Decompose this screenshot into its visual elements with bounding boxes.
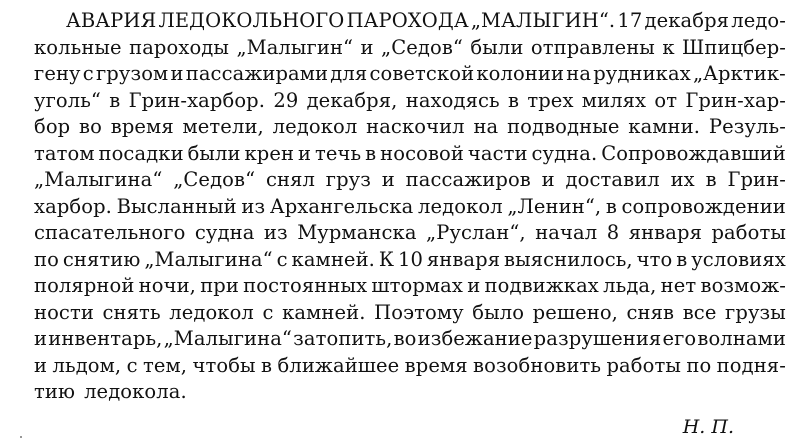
print-speck: [20, 436, 22, 438]
word: снять: [102, 300, 161, 324]
word: отправлены: [530, 35, 655, 59]
article-text: [34, 8, 786, 406]
word: и: [381, 168, 395, 191]
text-line: [34, 220, 786, 247]
word: и: [34, 327, 48, 350]
word: на: [566, 62, 592, 85]
word: ности: [34, 300, 94, 324]
word: харбор.: [34, 194, 112, 218]
word: инвентарь,: [48, 327, 163, 350]
word: части: [467, 141, 528, 165]
word: советской: [369, 62, 475, 85]
word: условиях: [691, 247, 786, 271]
word: носовой: [380, 141, 464, 165]
word: бор: [34, 115, 71, 138]
word: января: [628, 221, 702, 244]
word: полярной: [34, 274, 135, 297]
word: грузы: [725, 300, 786, 324]
word: штормах: [371, 274, 464, 297]
text-line: [34, 35, 786, 62]
text-line: [34, 273, 786, 300]
word: Шпицбер-: [682, 35, 786, 59]
word: течь: [315, 141, 362, 165]
word: для: [330, 62, 368, 85]
word: с: [126, 353, 138, 377]
text-line: [34, 141, 786, 168]
word: возмож-: [700, 274, 786, 297]
word: от: [654, 88, 678, 112]
word: льда,: [603, 274, 657, 297]
text-line: [34, 326, 786, 353]
text-line: [34, 88, 786, 115]
word: декабря,: [306, 88, 398, 112]
word: ледокол: [418, 194, 503, 218]
word: доставил: [565, 168, 660, 191]
word: время: [404, 353, 468, 377]
word: решено,: [532, 300, 618, 324]
word: находясь: [405, 88, 500, 112]
word: в: [676, 247, 688, 271]
word: камней.: [291, 247, 375, 271]
word: Грин-харбор.: [128, 88, 266, 112]
word: тем,: [142, 353, 188, 377]
word: ближайшее: [277, 353, 400, 377]
word: и: [298, 141, 312, 165]
word: с: [262, 300, 274, 324]
word: время: [110, 115, 174, 138]
word: ночи,: [138, 274, 196, 297]
word: 10: [397, 247, 423, 271]
word: Поэтому: [374, 300, 464, 324]
word: ледокол: [272, 115, 358, 138]
word: ледокола.: [84, 380, 187, 403]
word: работы: [606, 353, 681, 377]
word: трех: [527, 88, 574, 112]
word: в: [605, 194, 617, 218]
text-line: [34, 353, 786, 380]
text-line: [34, 300, 786, 327]
word: выяснилось,: [504, 247, 633, 271]
word: сняв: [626, 300, 675, 324]
word: ЛЕДОКОЛЬНОГО: [158, 9, 345, 32]
word: 8: [606, 221, 620, 244]
word: постоянных: [243, 274, 368, 297]
word: „Седов“: [173, 168, 256, 191]
word: „Малыгина“: [144, 247, 273, 271]
text-line: [34, 8, 786, 35]
word: Резуль-: [708, 115, 786, 138]
word: Архангельска: [269, 194, 414, 218]
word: избежание: [417, 327, 533, 350]
word: 17: [617, 9, 643, 32]
word: было: [472, 300, 525, 324]
word: в: [261, 353, 273, 377]
word: чтобы: [192, 353, 256, 377]
word: начал: [535, 221, 598, 244]
word: Мурманска: [297, 221, 417, 244]
word: были: [470, 35, 524, 59]
word: милях: [581, 88, 647, 112]
word: рудниках: [593, 62, 691, 85]
word: волнами: [697, 327, 786, 350]
text-line: [34, 194, 786, 221]
text-line: [34, 167, 786, 194]
word: декабря: [644, 9, 730, 32]
word: ПАРОХОДА: [346, 9, 469, 32]
word: затопить,: [293, 327, 393, 350]
word: груз: [325, 168, 371, 191]
word: при: [200, 274, 239, 297]
word: спасательного: [34, 221, 186, 244]
word: сопровождении: [621, 194, 786, 218]
word: подвижках: [484, 274, 599, 297]
word: их: [670, 168, 695, 191]
word: колонии: [476, 62, 565, 85]
word: посадки: [98, 141, 184, 165]
word: метели,: [182, 115, 264, 138]
word: тию: [34, 380, 76, 403]
word: работы: [711, 221, 786, 244]
word: возобновить: [473, 353, 602, 377]
word: по: [34, 247, 59, 271]
word: „Арктик-: [692, 62, 786, 85]
text-line-last: [34, 379, 786, 406]
word: на: [473, 115, 499, 138]
word: „МАЛЫГИН“.: [470, 9, 616, 32]
word: к: [662, 35, 675, 59]
word: и: [360, 35, 374, 59]
word: Грин-: [727, 168, 786, 191]
word: что: [636, 247, 673, 271]
word: с: [276, 247, 288, 271]
text-line: [34, 114, 786, 141]
word: все: [682, 300, 717, 324]
word: АВАРИЯ: [66, 9, 157, 32]
word: Сопровождавший: [601, 141, 786, 165]
word: наскочил: [366, 115, 465, 138]
word: января: [426, 247, 501, 271]
word: „Руслан“,: [426, 221, 526, 244]
word: и: [170, 62, 184, 85]
word: были: [187, 141, 241, 165]
word: кольные: [34, 35, 122, 59]
word: во: [79, 115, 102, 138]
word: с: [82, 62, 94, 85]
word: камни.: [628, 115, 701, 138]
word: в: [109, 88, 121, 112]
author-signature: Н. П.: [682, 416, 734, 438]
word: „Малыгин“: [236, 35, 354, 59]
word: гену: [34, 62, 81, 85]
word: пароходы: [129, 35, 230, 59]
word: разрушения: [533, 327, 662, 350]
word: татом: [34, 141, 95, 165]
word: в: [365, 141, 377, 165]
word: К: [378, 247, 395, 271]
word: 29: [273, 88, 299, 112]
word: ледокол: [169, 300, 254, 324]
word: подводные: [507, 115, 620, 138]
word: нет: [660, 274, 697, 297]
word: судна: [194, 221, 255, 244]
word: камней.: [282, 300, 366, 324]
word: „Ленин“,: [507, 194, 602, 218]
word: снятию: [62, 247, 141, 271]
word: и: [541, 168, 555, 191]
word: во: [393, 327, 417, 350]
word: „Малыгина“: [34, 168, 163, 191]
word: снял: [265, 168, 315, 191]
word: крен: [244, 141, 295, 165]
word: ледо-: [731, 9, 786, 32]
word: льдом,: [52, 353, 122, 377]
word: пассажиров: [405, 168, 531, 191]
text-line: [34, 247, 786, 274]
word: по: [686, 353, 712, 377]
word: „Седов“: [381, 35, 464, 59]
word: Грин-хар-: [685, 88, 786, 112]
word: его: [662, 327, 697, 350]
word: и: [467, 274, 481, 297]
word: и: [34, 353, 48, 377]
word: судна.: [531, 141, 598, 165]
text-line: [34, 61, 786, 88]
word: из: [263, 221, 288, 244]
word: грузом: [95, 62, 169, 85]
word: уголь“: [34, 88, 102, 112]
word: в: [507, 88, 520, 112]
word: в: [705, 168, 717, 191]
word: Высланный: [116, 194, 237, 218]
word: из: [241, 194, 266, 218]
word: пассажирами: [185, 62, 329, 85]
word: „Малыгина“: [163, 327, 293, 350]
word: подня-: [716, 353, 786, 377]
